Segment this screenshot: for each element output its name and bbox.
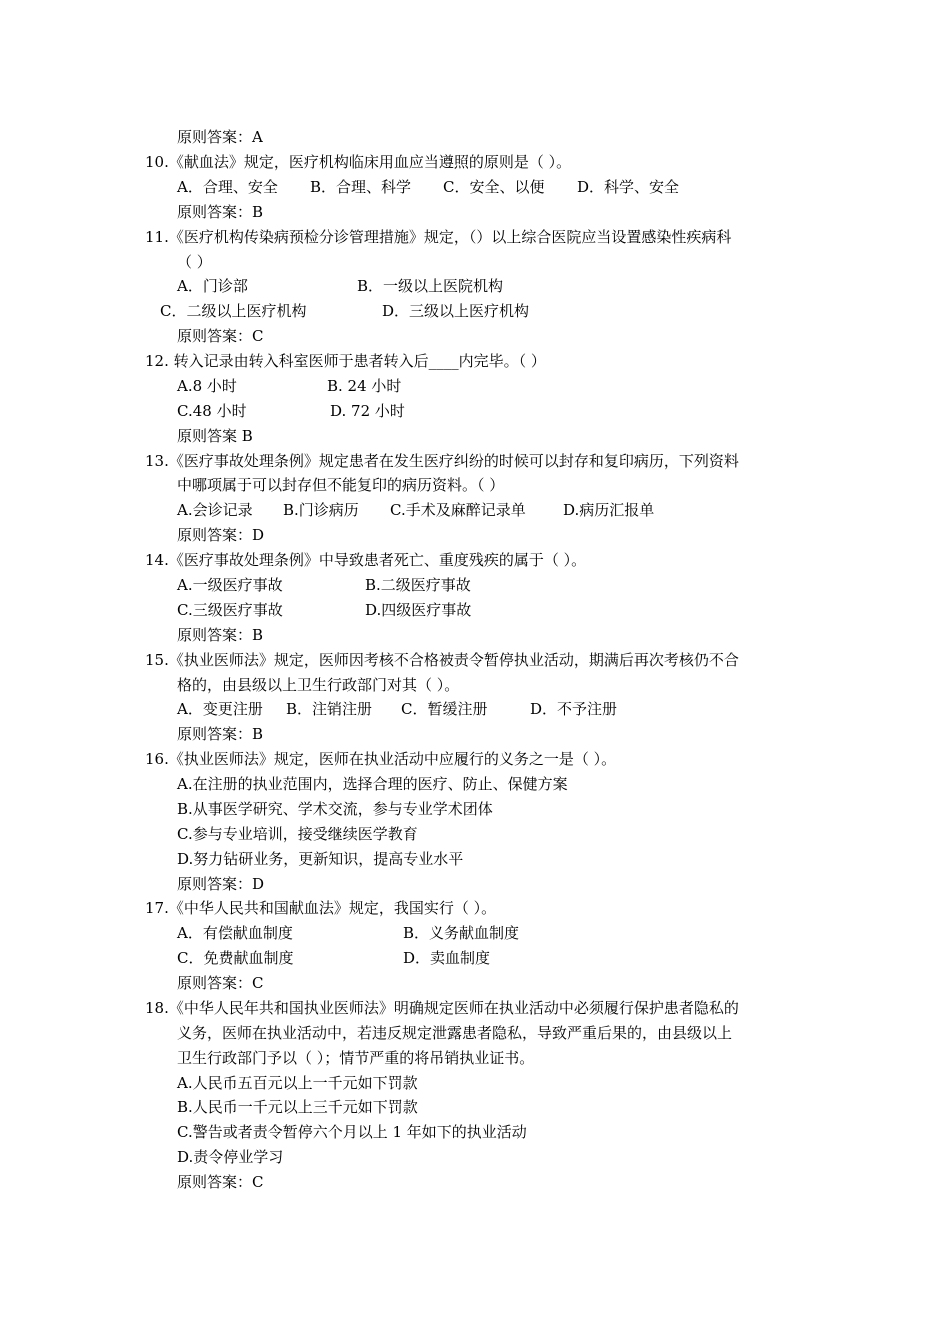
q16-option-b: B.从事医学研究、学术交流，参与专业学术团体 <box>177 800 493 818</box>
q11-option-c: C．二级以上医疗机构 <box>160 302 307 320</box>
question-18-cont-2: 卫生行政部门予以（ ）；情节严重的将吊销执业证书。 <box>177 1049 535 1067</box>
q12-option-b: B. 24 小时 <box>327 377 402 395</box>
question-14: 14.《医疗事故处理条例》中导致患者死亡、重度残疾的属于（ ）。 <box>145 551 587 569</box>
answer-14: 原则答案：B <box>177 626 264 644</box>
q13-option-d: D.病历汇报单 <box>563 501 655 519</box>
answer-12: 原则答案 B <box>177 427 253 445</box>
question-13-cont: 中哪项属于可以封存但不能复印的病历资料。（ ） <box>177 476 505 494</box>
answer-18: 原则答案：C <box>177 1173 264 1191</box>
answer-16: 原则答案：D <box>177 875 265 893</box>
question-18-cont-1: 义务，医师在执业活动中，若违反规定泄露患者隐私，导致严重后果的，由县级以上 <box>177 1024 733 1042</box>
q12-option-a: A.8 小时 <box>177 377 237 395</box>
q14-option-c: C.三级医疗事故 <box>177 601 283 619</box>
q18-option-d: D.责令停业学习 <box>177 1148 284 1166</box>
q15-option-a: A．变更注册 <box>177 700 263 718</box>
answer-9: 原则答案：A <box>177 128 263 146</box>
q18-option-b: B.人民币一千元以上三千元如下罚款 <box>177 1098 418 1116</box>
q14-option-d: D.四级医疗事故 <box>365 601 472 619</box>
q16-option-a: A.在注册的执业范围内，选择合理的医疗、防止、保健方案 <box>177 775 568 793</box>
q12-option-d: D. 72 小时 <box>330 402 405 420</box>
question-18: 18.《中华人民年共和国执业医师法》明确规定医师在执业活动中必须履行保护患者隐私的 <box>145 999 739 1017</box>
question-15-cont: 格的，由县级以上卫生行政部门对其（ ）。 <box>177 676 460 694</box>
answer-13: 原则答案：D <box>177 526 265 544</box>
answer-11: 原则答案：C <box>177 327 264 345</box>
q18-option-a: A.人民币五百元以上一千元如下罚款 <box>177 1074 418 1092</box>
q10-option-c: C．安全、以便 <box>443 178 545 196</box>
question-11-cont: （ ） <box>177 253 212 271</box>
q15-option-c: C．暂缓注册 <box>401 700 488 718</box>
answer-10: 原则答案：B <box>177 203 264 221</box>
q17-option-d: D．卖血制度 <box>403 949 491 967</box>
q11-option-d: D．三级以上医疗机构 <box>382 302 530 320</box>
q10-option-a: A．合理、安全 <box>177 178 278 196</box>
q13-option-b: B.门诊病历 <box>283 501 359 519</box>
question-11: 11.《医疗机构传染病预检分诊管理措施》规定，（）以上综合医院应当设置感染性疾病科 <box>145 228 732 246</box>
question-13: 13.《医疗事故处理条例》规定患者在发生医疗纠纷的时候可以封存和复印病历，下列资料 <box>145 452 739 470</box>
answer-17: 原则答案：C <box>177 974 264 992</box>
question-10: 10.《献血法》规定，医疗机构临床用血应当遵照的原则是（ ）。 <box>145 153 572 171</box>
q16-option-c: C.参与专业培训，接受继续医学教育 <box>177 825 418 843</box>
q15-option-b: B．注销注册 <box>286 700 373 718</box>
q10-option-b: B．合理、科学 <box>310 178 412 196</box>
q16-option-d: D.努力钻研业务，更新知识，提高专业水平 <box>177 850 464 868</box>
q15-option-d: D．不予注册 <box>530 700 618 718</box>
question-15: 15.《执业医师法》规定，医师因考核不合格被责令暂停执业活动，期满后再次考核仍不合 <box>145 651 739 669</box>
question-16: 16.《执业医师法》规定，医师在执业活动中应履行的义务之一是（ ）。 <box>145 750 617 768</box>
q11-option-a: A．门诊部 <box>177 277 248 295</box>
answer-15: 原则答案：B <box>177 725 264 743</box>
q12-option-c: C.48 小时 <box>177 402 247 420</box>
q10-option-d: D．科学、安全 <box>577 178 680 196</box>
question-12: 12. 转入记录由转入科室医师于患者转入后____内完毕。（ ） <box>145 352 546 370</box>
q14-option-b: B.二级医疗事故 <box>365 576 471 594</box>
q11-option-b: B．一级以上医院机构 <box>357 277 504 295</box>
q18-option-c: C.警告或者责令暂停六个月以上 1 年如下的执业活动 <box>177 1123 527 1141</box>
q13-option-c: C.手术及麻醉记录单 <box>390 501 526 519</box>
question-17: 17.《中华人民共和国献血法》规定，我国实行（ ）。 <box>145 899 497 917</box>
q17-option-b: B．义务献血制度 <box>403 924 520 942</box>
q14-option-a: A.一级医疗事故 <box>177 576 283 594</box>
q17-option-a: A．有偿献血制度 <box>177 924 293 942</box>
q17-option-c: C．免费献血制度 <box>177 949 294 967</box>
q13-option-a: A.会诊记录 <box>177 501 253 519</box>
